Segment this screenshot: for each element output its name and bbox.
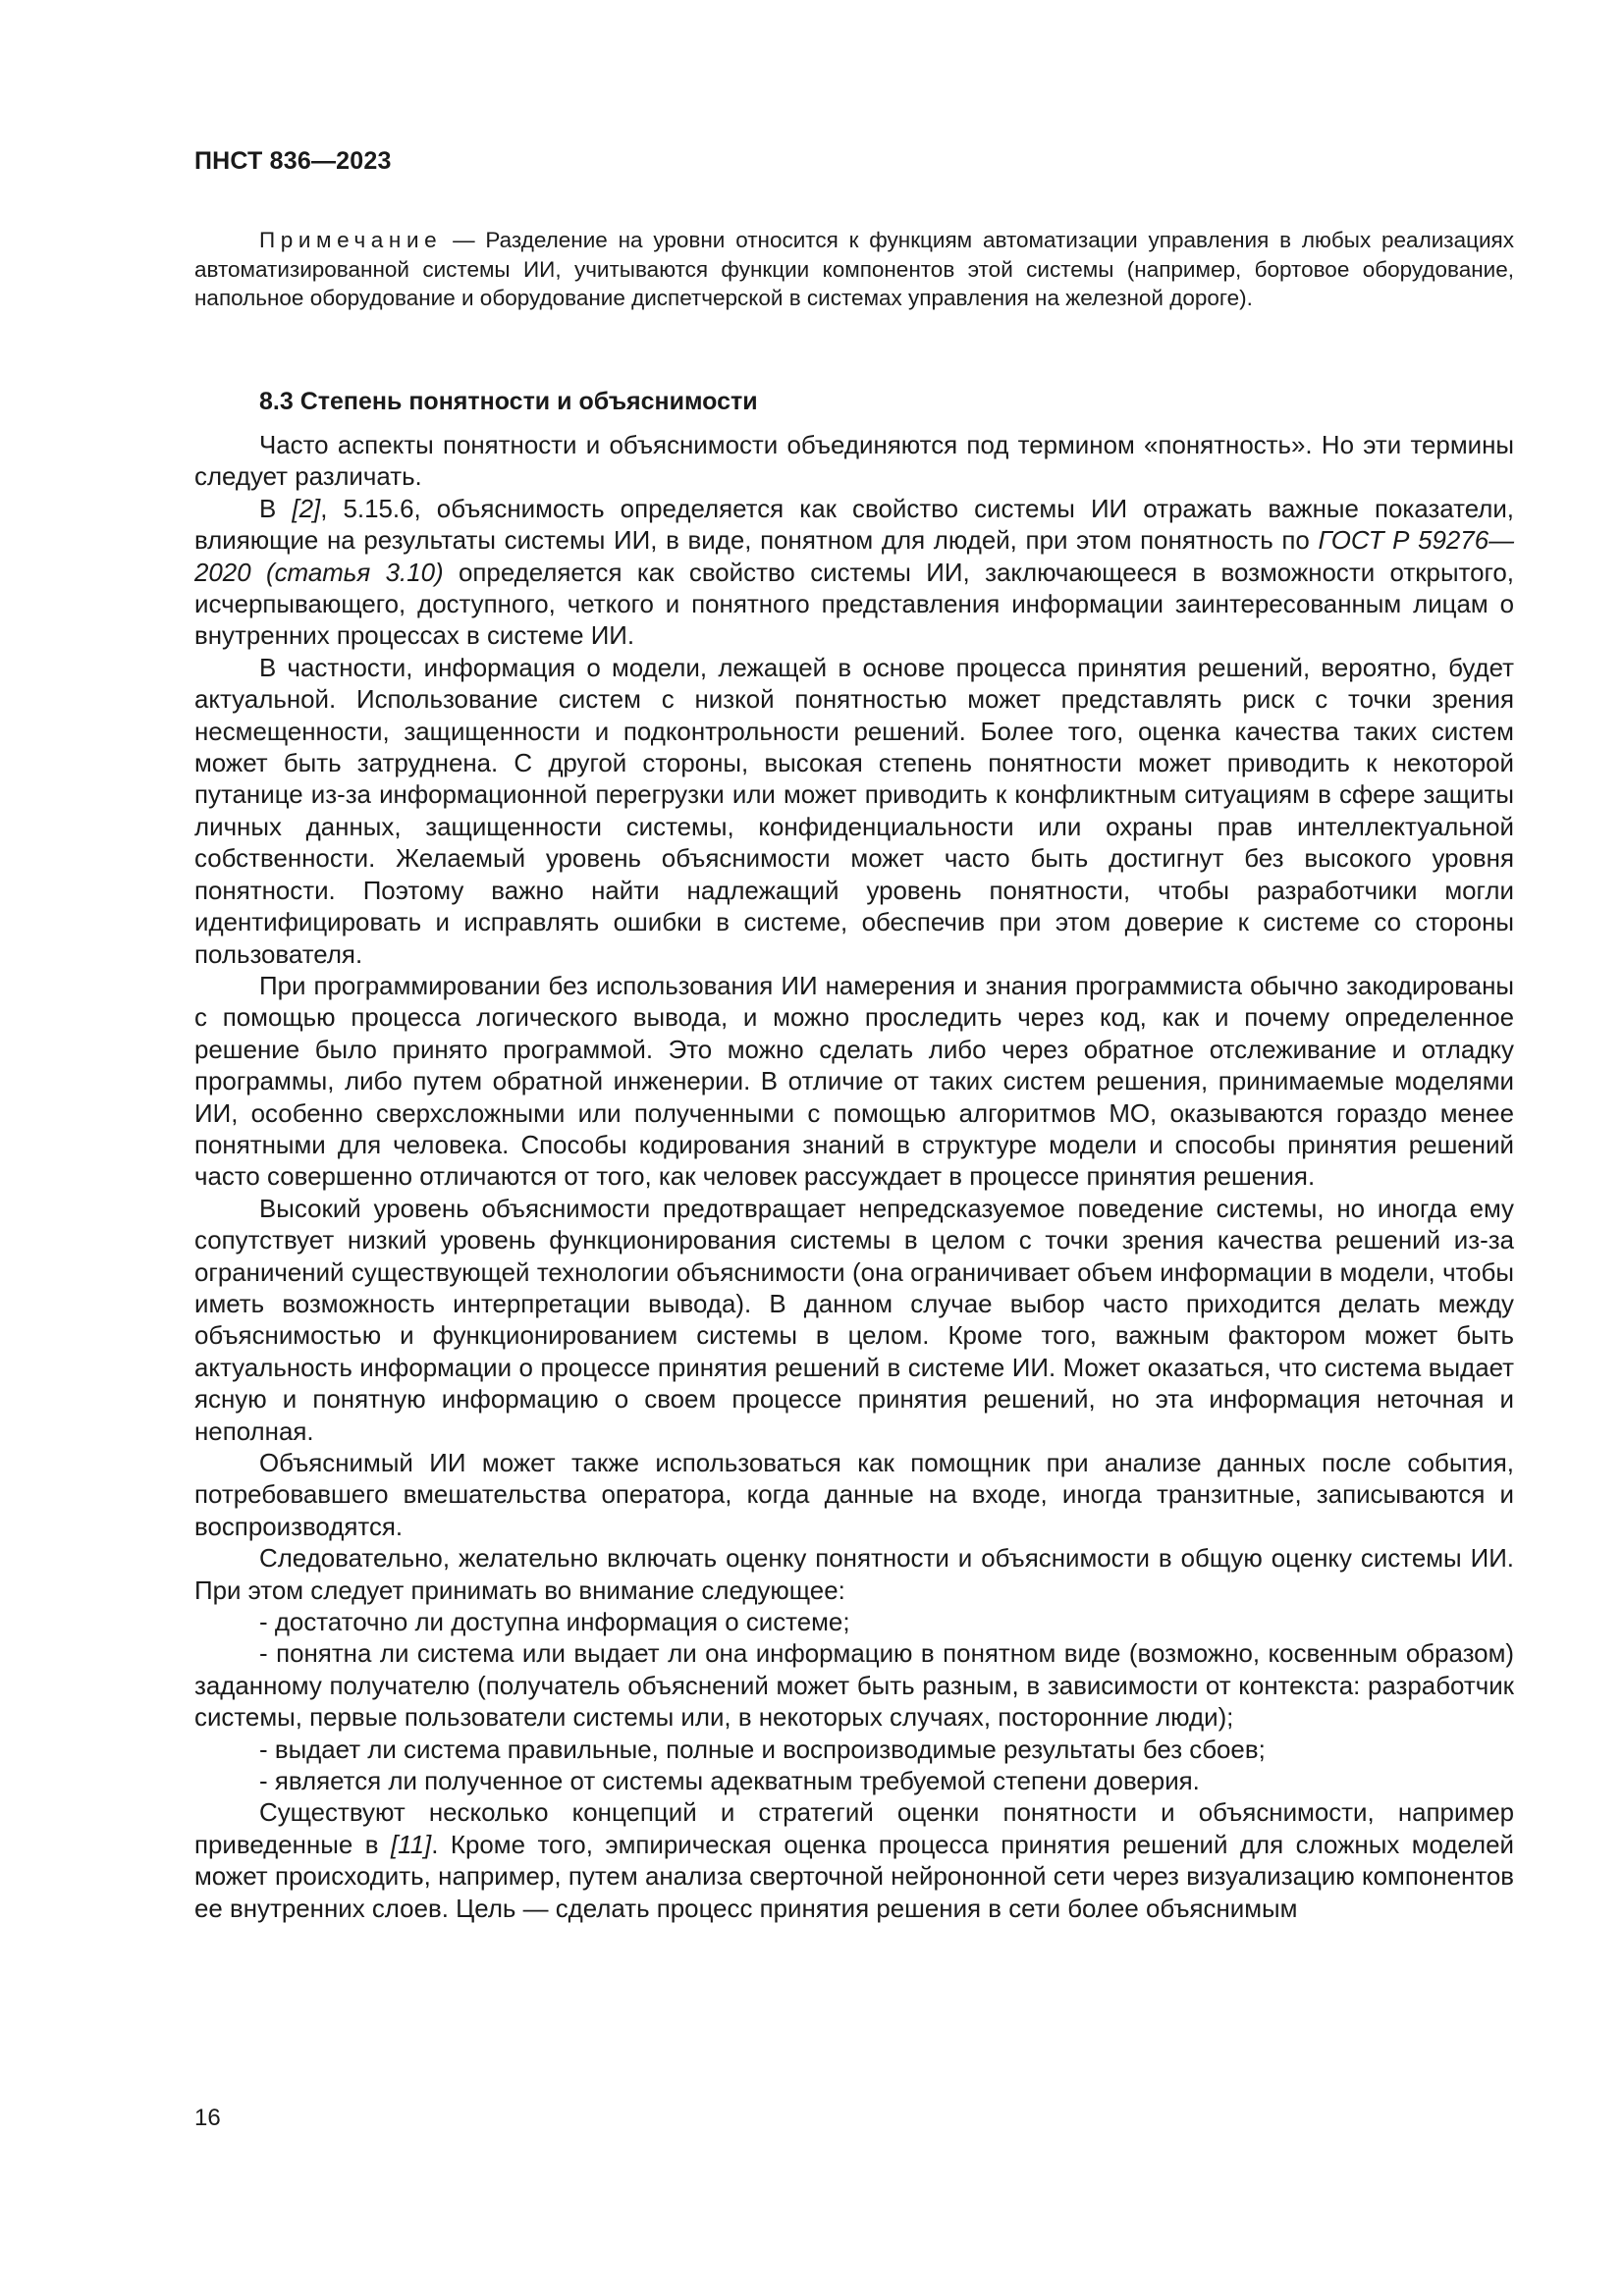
paragraph-2-part-b: , 5.15.6, объяснимость определяется как свойство системы ИИ отражать важные показатели, влияющие на результаты системы ИИ, в виде, понятном для людей, при этом понятность по: [194, 495, 1514, 556]
paragraph-7: Следовательно, желательно включать оценку понятности и объяснимости в общую оценку системы ИИ. При этом следует принимать во внимание следующее:: [194, 1545, 1514, 1605]
paragraph-2-part-c: определяется как свойство системы ИИ, заключающееся в возможности открытого, исчерпывающего, доступного, четкого и понятного представления информации заинтересованным лицам о внутренних процессах в системе ИИ.: [194, 559, 1514, 651]
paragraph-8: [194, 1797, 1514, 1925]
gost-ref: ГОСТ Р 59276—2020 (статья 3.10): [194, 527, 1514, 587]
list-item: - достаточно ли доступна информация о системе;: [259, 1609, 850, 1637]
list-item: - является ли полученное от системы адекватным требуемой степени доверия.: [259, 1768, 1200, 1796]
section-heading: 8.3 Степень понятности и объяснимости: [259, 388, 758, 415]
note-label: Примечание: [259, 228, 443, 252]
bibliography-ref-2: [2]: [292, 495, 321, 523]
paragraph-2: [194, 494, 1514, 653]
note-paragraph: [194, 226, 1514, 313]
page-number: 16: [194, 2105, 221, 2131]
section-body: [194, 430, 1514, 1925]
note-dash: —: [442, 228, 486, 252]
paragraph-1: Часто аспекты понятности и объяснимости объединяются под термином «понятность». Но эти термины следует различать.: [194, 432, 1514, 492]
paragraph-3: В частности, информация о модели, лежащей в основе процесса принятия решений, вероятно, будет актуальной. Использование систем с низкой понятностью может представлять риск с точки зрения несмещенности, защищенности и подконтрольности решений. Более того, оценка качества таких систем может быть затруднена. С другой стороны, высокая степень понятности может приводить к некоторой путанице из-за информационной перегрузки или может приводить к конфликтным ситуациям в сфере защиты личных данных, защищенности системы, конфиденциальности или охраны прав интеллектуальной собственности. Желаемый уровень объяснимости может часто быть достигнут без высокого уровня понятности. Поэтому важно найти надлежащий уровень понятности, чтобы разработчики могли идентифицировать и исправлять ошибки в системе, обеспечив при этом доверие к системе со стороны пользователя.: [194, 654, 1514, 969]
list-item: - выдает ли система правильные, полные и воспроизводимые результаты без сбоев;: [259, 1735, 1266, 1764]
bibliography-ref-11: [11]: [390, 1831, 432, 1859]
paragraph-5: Высокий уровень объяснимости предотвращает непредсказуемое поведение системы, но иногда ему сопутствует низкий уровень функционирования системы в целом с точки зрения качества решений из-за ограничений существующей технологии объяснимости (она ограничивает объем информации в модели, чтобы иметь возможность интерпретации вывода). В данном случае выбор часто приходится делать между объяснимостью и функционированием системы в целом. Кроме того, важным фактором может быть актуальность информации о процессе принятия решений в системе ИИ. Может оказаться, что система выдает ясную и понятную информацию о своем процессе принятия решений, но эта информация неточная и неполная.: [194, 1195, 1514, 1446]
paragraph-8-part-a: Существуют несколько концепций и стратегий оценки понятности и объяснимости, например приведенные в: [194, 1799, 1514, 1859]
note-text: Разделение на уровни относится к функциям автоматизации управления в любых реализациях автоматизированной системы ИИ, учитываются функции компонентов этой системы (например, бортовое оборудование, напольное оборудование и оборудование диспетчерской в системах управления на железной дороге).: [194, 228, 1514, 311]
paragraph-6: Объяснимый ИИ может также использоваться как помощник при анализе данных после события, потребовавшего вмешательства оператора, когда данные на входе, иногда транзитные, записываются и воспроизводятся.: [194, 1450, 1514, 1541]
paragraph-2-part-a: В: [259, 495, 293, 523]
paragraph-8-part-b: . Кроме того, эмпирическая оценка процесса принятия решений для сложных моделей может происходить, например, путем анализа сверточной нейрононной сети через визуализацию компонентов ее внутренних слоев. Цель — сделать процесс принятия решения в сети более объяснимым: [194, 1831, 1514, 1923]
paragraph-4: При программировании без использования ИИ намерения и знания программиста обычно закодированы с помощью процесса логического вывода, и можно проследить через код, как и почему определенное решение было принято программой. Это можно сделать либо через обратное отслеживание и отладку программы, либо путем обратной инженерии. В отличие от таких систем решения, принимаемые моделями ИИ, особенно сверхсложными или полученными с помощью алгоритмов МО, оказываются гораздо менее понятными для человека. Способы кодирования знаний в структуре модели и способы принятия решений часто совершенно отличаются от того, как человек рассуждает в процессе принятия решения.: [194, 972, 1514, 1192]
document-code: ПНСТ 836—2023: [194, 147, 392, 175]
list-item: - понятна ли система или выдает ли она информацию в понятном виде (возможно, косвенным образом) заданному получателю (получатель объяснений может быть разным, в зависимости от контекста: разработчик системы, первые пользователи системы или, в некоторых случаях, посторонние люди);: [194, 1640, 1514, 1733]
